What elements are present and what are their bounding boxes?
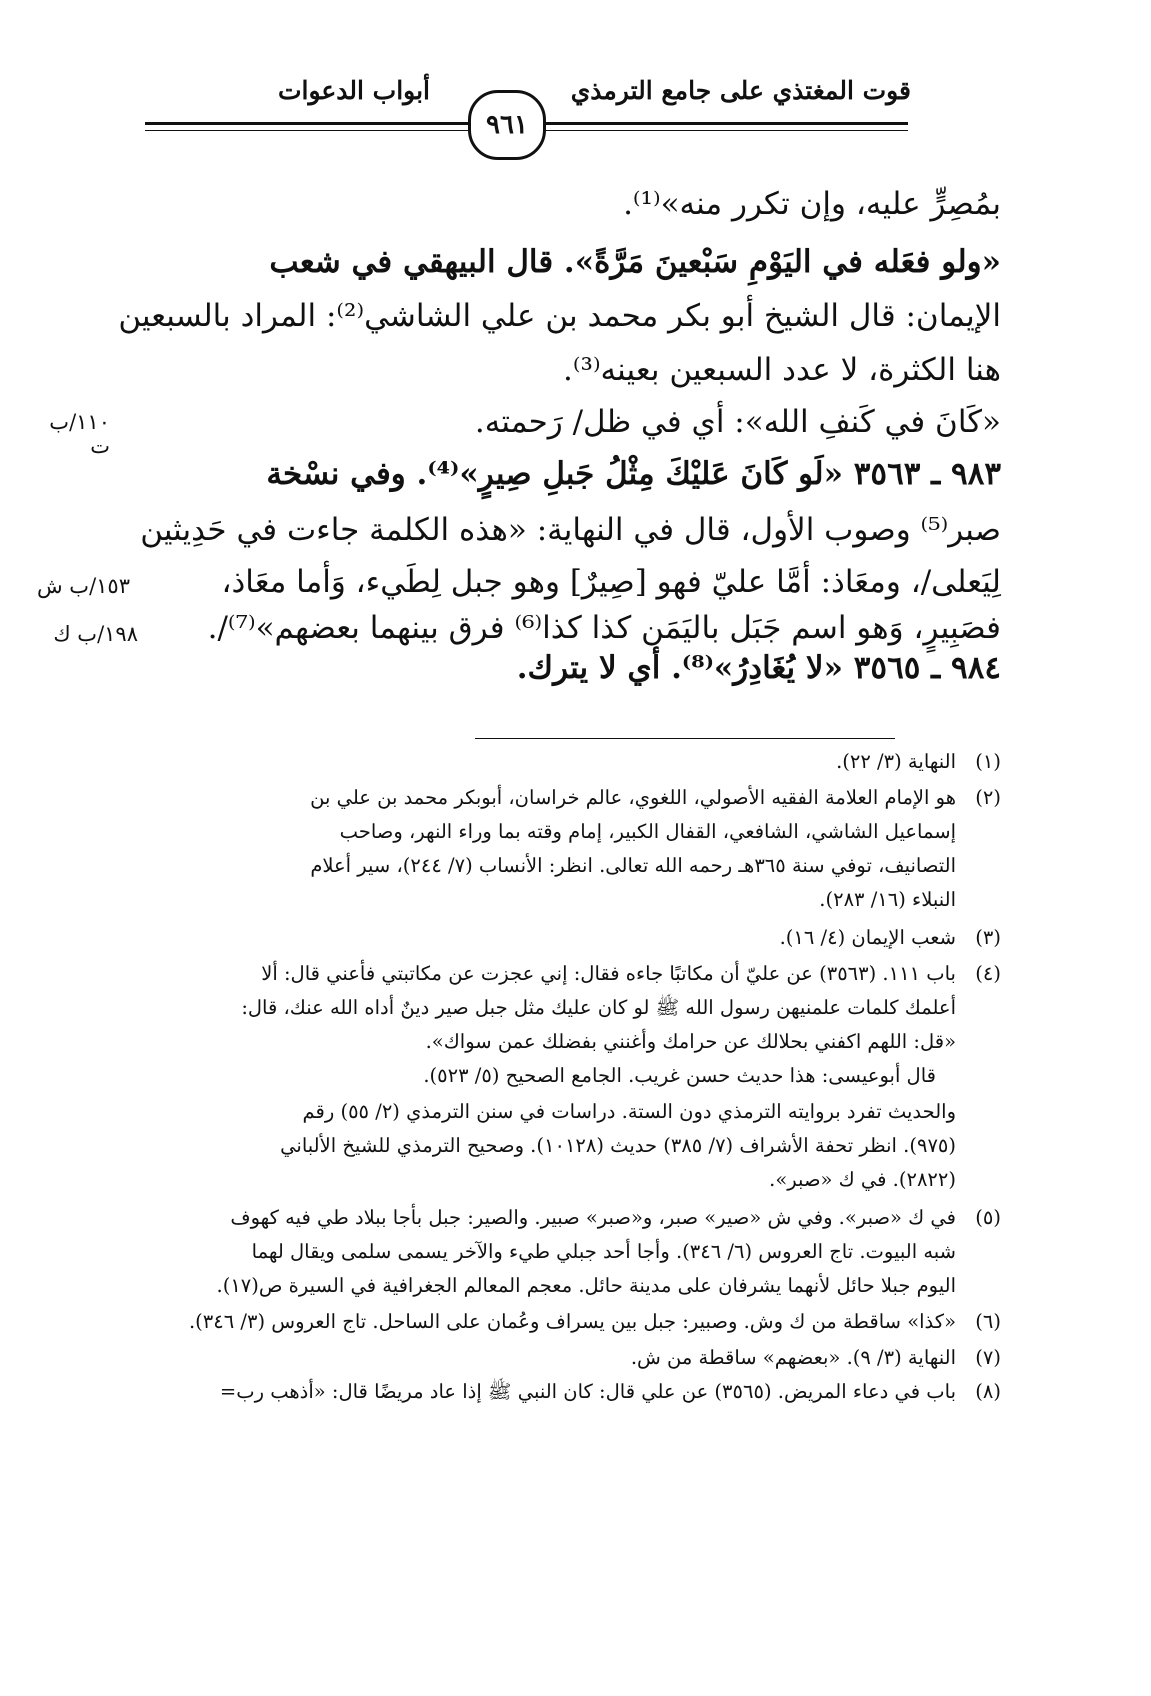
footnote-line: قال أبوعيسى: هذا حديث حسن غريب. الجامع الصحيح (٥/ ٥٢٣). [423, 1064, 936, 1087]
body-line-3: الإيمان: قال الشيخ أبو بكر محمد بن علي الشاشي⁽²⁾: المراد بالسبعين [118, 298, 1001, 334]
footnote-number: (٧) [975, 1346, 1001, 1369]
chapter-title: أبواب الدعوات [277, 76, 430, 105]
margin-note-2: ١٥٣/ب ش [37, 574, 130, 598]
footnote-line: «كذا» ساقطة من ك وش. وصبير: جبل بين يسراف وعُمان على الساحل. تاج العروس (٣/ ٣٤٦). [188, 1310, 956, 1333]
footnote-line: (٩٧٥). انظر تحفة الأشراف (٧/ ٣٨٥) حديث (١٠١٢٨). وصحيح الترمذي للشيخ الألباني [280, 1134, 956, 1157]
body-line-5: «كَانَ في كَنفِ الله»: أي في ظل/ رَحمته. [474, 404, 1001, 440]
header-rule-right-thin [540, 130, 908, 131]
footnote-line: «قل: اللهم اكفني بحلالك عن حرامك وأغنني بفضلك عمن سواك». [425, 1030, 956, 1053]
footnote-line: أعلمك كلمات علمنيهن رسول الله ﷺ لو كان عليك مثل جبل صير دينٌ أداه الله عنك، قال: [241, 996, 956, 1019]
body-line-8: لِيَعلى/، ومعَاذ: أمَّا عليّ فهو [صِيرٌ] وهو جبل لِطَيء، وَأما معَاذ، [221, 564, 1001, 600]
footnote-line: في ك «صبر». وفي ش «صير» صبر، و«صبر» صبير. والصير: جبل بأجا ببلاد طي فيه كهوف [230, 1206, 956, 1229]
margin-note-3: ١٩٨/ب ك [53, 622, 138, 646]
footnote-line: النبلاء (١٦/ ٢٨٣). [819, 888, 956, 911]
book-title: قوت المغتذي على جامع الترمذي [570, 76, 911, 105]
footnote-line: إسماعيل الشاشي، الشافعي، القفال الكبير، إمام وقته بما وراء النهر، وصاحب [339, 820, 956, 843]
footnote-number: (٣) [975, 926, 1001, 949]
footnote-line: والحديث تفرد بروايته الترمذي دون الستة. دراسات في سنن الترمذي (٢/ ٥٥) رقم [302, 1100, 956, 1123]
footnote-number: (١) [975, 750, 1001, 773]
body-line-2: «ولو فعَله في اليَوْمِ سَبْعينَ مَرَّةً». قال البيهقي في شعب [269, 244, 1001, 280]
footnote-number: (٥) [975, 1206, 1001, 1229]
footnote-separator [475, 738, 895, 739]
body-line-7: صبر⁽⁵⁾ وصوب الأول، قال في النهاية: «هذه الكلمة جاءت في حَدِيثين [140, 512, 1001, 548]
margin-note-1: ١١٠/ب ت [49, 410, 110, 458]
footnote-number: (٨) [975, 1380, 1001, 1403]
footnote-line: هو الإمام العلامة الفقيه الأصولي، اللغوي، عالم خراسان، أبوبكر محمد بن علي بن [310, 786, 956, 809]
footnote-line: شبه البيوت. تاج العروس (٦/ ٣٤٦). وأجا أحد جبلي طيء والآخر يسمى سلمى ويقال لهما [251, 1240, 956, 1263]
page-number: ٩٦١ [468, 90, 546, 160]
footnote-line: باب في دعاء المريض. (٣٥٦٥) عن علي قال: كان النبي ﷺ إذا عاد مريضًا قال: «أذهب رب= [219, 1380, 956, 1403]
footnote-line: اليوم جبلا حائل لأنهما يشرفان على مدينة حائل. معجم المعالم الجغرافية في السيرة ص(١٧). [216, 1274, 956, 1297]
footnote-line: النهاية (٣/ ٢٢). [836, 750, 956, 773]
footnote-line: (٢٨٢٢). في ك «صبر». [769, 1168, 956, 1191]
footnote-line: النهاية (٣/ ٩). «بعضهم» ساقطة من ش. [630, 1346, 956, 1369]
footnote-line: التصانيف، توفي سنة ٣٦٥هـ رحمه الله تعالى. انظر: الأنساب (٧/ ٢٤٤)، سير أعلام [310, 854, 956, 877]
body-line-9: فصَبِيرٍ، وَهو اسم جَبَل باليَمَن كذا كذا⁽⁶⁾ فرق بينهما بعضهم»⁽⁷⁾/. [207, 610, 1001, 646]
footnote-line: شعب الإيمان (٤/ ١٦). [779, 926, 956, 949]
body-line-10: ٩٨٤ ـ ٣٥٦٥ «لا يُغَادِرُ»⁽⁸⁾. أي لا يترك. [516, 650, 1001, 686]
footnote-number: (٢) [975, 786, 1001, 809]
header-rule-left [145, 122, 468, 125]
body-line-1: بمُصِرٍّ عليه، وإن تكرر منه»⁽¹⁾. [623, 186, 1001, 222]
footnote-line: باب ١١١. (٣٥٦٣) عن عليّ أن مكاتبًا جاءه فقال: إني عجزت عن مكاتبتي فأعني قال: ألا [261, 962, 956, 985]
header-rule-right [540, 122, 908, 125]
footnote-number: (٦) [975, 1310, 1001, 1333]
header-rule-left-thin [145, 130, 468, 131]
body-line-6: ٩٨٣ ـ ٣٥٦٣ «لَو كَانَ عَليْكَ مِثْلُ جَبلِ صِيرٍ»⁽⁴⁾. وفي نسْخة [266, 456, 1001, 492]
body-line-4: هنا الكثرة، لا عدد السبعين بعينه⁽³⁾. [563, 352, 1001, 388]
footnote-number: (٤) [975, 962, 1001, 985]
